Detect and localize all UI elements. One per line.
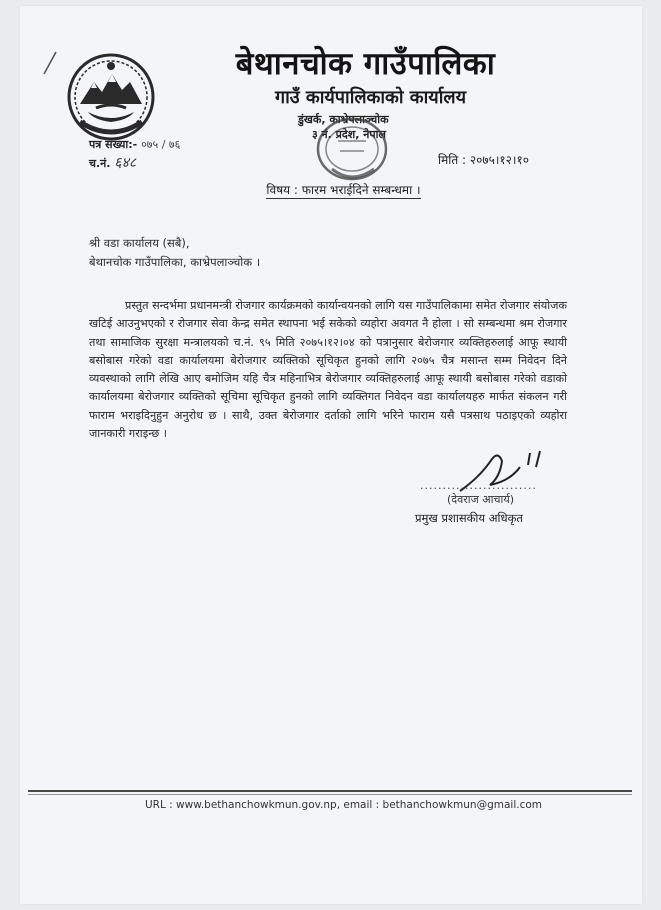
recipient-line-1: श्री वडा कार्यालय (सबै), bbox=[89, 236, 190, 250]
municipality-title: बेथानचोक गाउँपालिका bbox=[235, 46, 496, 82]
footer-contact: URL : www.bethanchowkmun.gov.np, email : bethanchowkmun@gmail.com bbox=[144, 799, 543, 811]
footer-divider bbox=[28, 790, 632, 792]
signatory-name: (देवराज आचार्य) bbox=[447, 493, 515, 506]
subject-line: विषय : फारम भराईदिने सम्बन्धमा । bbox=[266, 183, 421, 197]
letter-body: प्रस्तुत सन्दर्भमा प्रधानमन्त्री रोजगार कार्यक्रमको कार्यान्वयनको लागि यस गाउँपालिकामा समेत रोजगार संयोजक खटिई आउनुभएको र रोजगार सेवा केन्द्र समेत स्थापना भई सकेको व्यहोरा अवगत नै होला । सो सम्बन्धमा श्रम रोजगार तथा सामाजिक सुरक्षा मन्त्रालयको च.नं. ९५ मिति २०७५।१२।०४ को पत्रानुसार बेरोजगार व्यक्तिहरुलाई आफू स्थायी बसोबास गरेको वडा कार्यालयमा बेरोजगार व्यक्तिको सूचिकृत हुनको लागि २०७५ चैत्र मसान्त सम्म निवेदन दिने व्यवस्थाको लागि लेखि आए बमोजिम यहि चैत्र महिनाभित्र बेरोजगार व्यक्तिहरुलाई आफू स्थायी बसोबास गरेको वडाको कार्यालयमा बेरोजगार व्यक्तिको सूचिमा सूचिकृत हुनको लागि व्यक्तिगत निवेदन वडा कार्यालयहरु मार्फत संकलन गरी फाराम भराइदिनुहुन अनुरोध छ । साथै, उक्त बेरोजगार दर्ताको लागि भरिने फाराम यसै पत्रसाथ पठाइएको व्यहोरा जानकारी गराइन्छ । bbox=[89, 299, 567, 441]
signatory-title: प्रमुख प्रशासकीय अधिकृत bbox=[415, 511, 523, 525]
footer-divider-thin bbox=[28, 794, 632, 795]
recipient-address bbox=[89, 234, 260, 272]
address-line-2: ३ नं. प्रदेश, नेपाल bbox=[312, 128, 386, 141]
letter-date: मिति : २०७५।१२।१० bbox=[438, 153, 529, 167]
letter-number: पत्र संख्या:- ०७५ / ७६ bbox=[89, 138, 181, 151]
recipient-line-2: बेथानचोक गाउँपालिका, काभ्रेपलाञ्चोक । bbox=[89, 255, 261, 269]
office-seal-icon bbox=[302, 111, 402, 191]
dispatch-number: च.नं. ६४८ bbox=[89, 155, 137, 171]
office-subtitle: गाउँ कार्यपालिकाको कार्यालय bbox=[274, 87, 467, 108]
signature-dotted-line: .......................... bbox=[420, 479, 537, 492]
address-line-1: डुंखर्क, काभ्रेपलाञ्चोक bbox=[298, 113, 389, 126]
